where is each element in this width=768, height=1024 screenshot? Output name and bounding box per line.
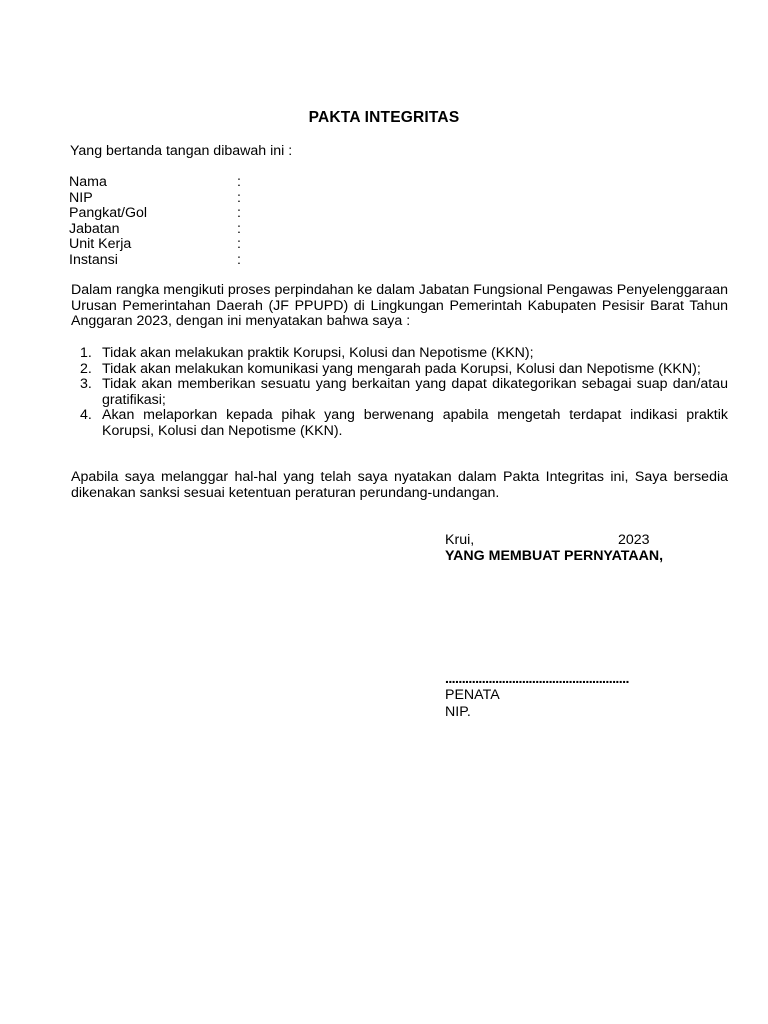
field-label: Pangkat/Gol [69,205,148,221]
field-row-jabatan [69,222,369,238]
field-row-instansi [69,253,369,269]
list-item-number: 3. [80,376,92,392]
list-item-number: 4. [80,407,92,423]
signer-nip: NIP. [445,704,471,720]
document-title: PAKTA INTEGRITAS [308,109,460,126]
list-item [71,362,728,378]
signature-block [445,533,685,564]
signature-year: 2023 [618,532,650,548]
field-row-pangkat [69,206,369,222]
signer-title: YANG MEMBUAT PERNYATAAN, [445,547,664,564]
list-item-text: Tidak akan memberikan sesuatu yang berkaitan yang dapat dikategorikan sebagai suap dan/atau gratifikasi; [102,376,728,408]
field-label: Instansi [69,251,118,268]
field-label: NIP [69,189,93,206]
list-item-text: Tidak akan melakukan komunikasi yang mengarah pada Korupsi, Kolusi dan Nepotisme (KKN); [102,360,701,377]
field-row-unit-kerja [69,237,369,253]
field-colon: : [237,251,241,268]
field-label: Jabatan [69,220,120,237]
intro-text: Yang bertanda tangan dibawah ini : [70,143,293,159]
signer-rank: PENATA [445,687,500,703]
identity-fields [69,175,369,268]
field-colon: : [237,236,241,252]
list-item [71,346,728,362]
place-date [445,533,685,549]
statement-intro-paragraph: Dalam rangka mengikuti proses perpindahan ke dalam Jabatan Fungsional Pengawas Penyelenggaraan Urusan Pemerintahan Daerah (JF PPUPD) di Lingkungan Pemerintah Kabupaten Pesisir Barat Tahun Anggaran 2023, dengan ini menyatakan bahwa saya : [71,282,728,329]
list-item-number: 2. [80,360,92,377]
list-item-text: Tidak akan melakukan praktik Korupsi, Kolusi dan Nepotisme (KKN); [102,345,534,361]
list-item-number: 1. [80,345,92,361]
field-colon: : [237,189,241,206]
list-item-text: Akan melaporkan kepada pihak yang berwenang apabila mengetah terdapat indikasi praktik Korupsi, Kolusi dan Nepotisme (KKN). [102,407,728,439]
field-colon: : [237,174,241,190]
field-label: Nama [69,174,107,190]
field-colon: : [237,205,241,221]
statement-list [71,346,728,439]
field-label: Unit Kerja [69,236,132,252]
list-item [71,408,728,439]
field-row-nip [69,191,369,207]
list-item [71,377,728,408]
sanction-paragraph: Apabila saya melanggar hal-hal yang telah saya nyatakan dalam Pakta Integritas ini, Saya bersedia dikenakan sanksi sesuai ketentuan peraturan perundang-undangan. [71,469,728,501]
signature-dotted-line: ....................................................... [445,671,629,687]
signature-place: Krui, [445,532,475,548]
field-row-nama [69,175,369,191]
field-colon: : [237,220,241,237]
